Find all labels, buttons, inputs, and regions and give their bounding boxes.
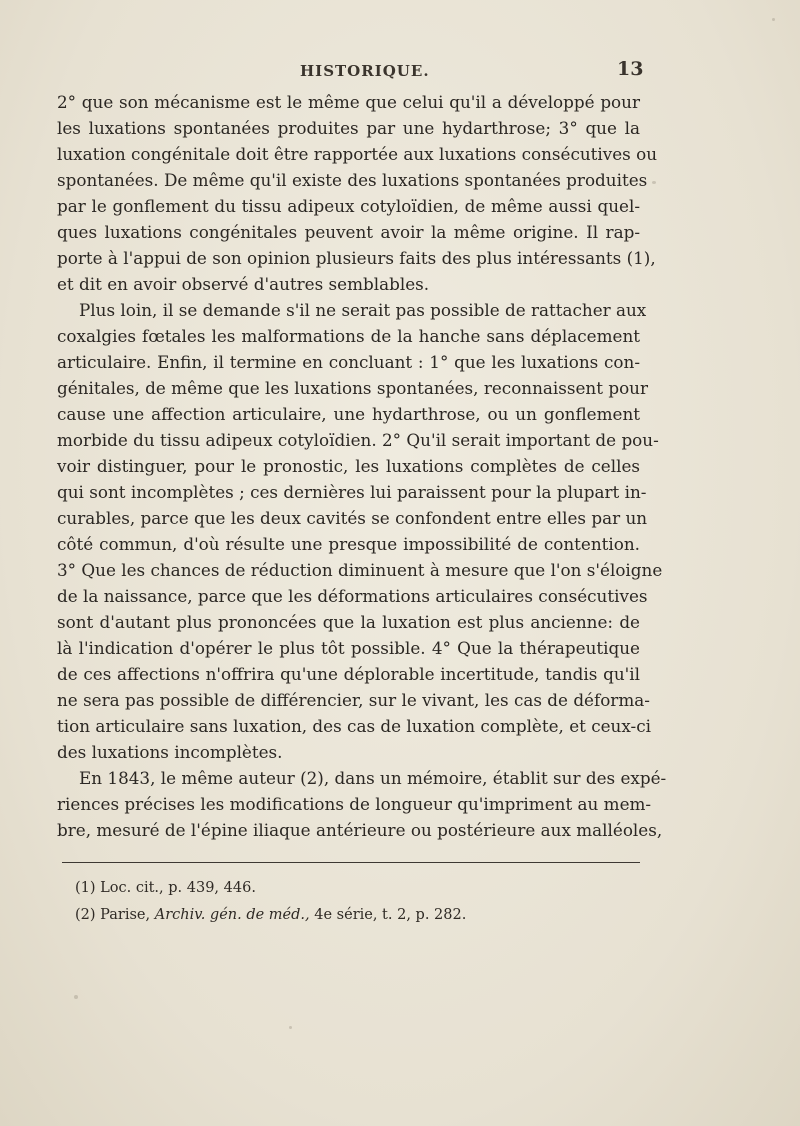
text-line: spontanées. De même qu'il existe des luxations spontanées produites xyxy=(57,170,648,190)
body-text xyxy=(57,89,667,843)
text-line: morbide du tissu adipeux cotyloïdien. 2° Qu'il serait important de pou- xyxy=(57,430,659,450)
text-line: là l'indication d'opérer le plus tôt possible. 4° Que la thérapeutique xyxy=(57,638,640,658)
text-line: des luxations incomplètes. xyxy=(57,742,283,762)
text-line: porte à l'appui de son opinion plusieurs faits des plus intéressants (1), xyxy=(57,248,656,268)
footnote-2-suffix: 4e série, t. 2, p. 282. xyxy=(309,907,467,923)
text-line: ne sera pas possible de différencier, sur le vivant, les cas de déforma- xyxy=(57,690,650,710)
text-line: riences précises les modifications de longueur qu'impriment au mem- xyxy=(57,794,652,814)
text-line: côté commun, d'où résulte une presque impossibilité de contention. xyxy=(57,534,640,554)
text-line: de ces affections n'offrira qu'une déplorable incertitude, tandis qu'il xyxy=(57,664,640,684)
paper-speck xyxy=(772,18,775,21)
text-line: 3° Que les chances de réduction diminuent à mesure que l'on s'éloigne xyxy=(57,560,663,580)
text-line: de la naissance, parce que les déformations articulaires consécutives xyxy=(57,586,648,606)
text-line: coxalgies fœtales les malformations de la hanche sans déplacement xyxy=(57,326,640,346)
footnote-2 xyxy=(75,902,635,929)
paper-speck xyxy=(289,1026,292,1029)
text-line: articulaire. Enfin, il termine en concluant : 1° que les luxations con- xyxy=(57,352,640,372)
text-line: sont d'autant plus prononcées que la luxation est plus ancienne: de xyxy=(57,612,640,632)
running-title: HISTORIQUE. xyxy=(300,62,430,80)
footnotes xyxy=(75,875,635,929)
text-line: voir distinguer, pour le pronostic, les luxations complètes de celles xyxy=(57,456,640,476)
paper-speck xyxy=(652,181,656,184)
text-line: tion articulaire sans luxation, des cas de luxation complète, et ceux-ci xyxy=(57,716,651,736)
text-line: génitales, de même que les luxations spontanées, reconnaissent pour xyxy=(57,378,648,398)
footnote-2-prefix: (2) Parise, xyxy=(75,907,155,923)
footnote-2-journal: Archiv. gén. de méd., xyxy=(154,907,310,923)
text-line: curables, parce que les deux cavités se confondent entre elles par un xyxy=(57,508,648,528)
footnote-divider xyxy=(62,862,640,863)
text-line: par le gonflement du tissu adipeux cotyloïdien, de même aussi quel- xyxy=(57,196,640,216)
text-line: luxation congénitale doit être rapportée aux luxations consécutives ou xyxy=(57,144,658,164)
footnote-1: (1) Loc. cit., p. 439, 446. xyxy=(75,880,256,896)
text-line: qui sont incomplètes ; ces dernières lui paraissent pour la plupart in- xyxy=(57,482,647,502)
text-line: bre, mesuré de l'épine iliaque antérieure ou postérieure aux malléoles, xyxy=(57,820,663,840)
text-line: Plus loin, il se demande s'il ne serait pas possible de rattacher aux xyxy=(79,300,647,320)
text-line: En 1843, le même auteur (2), dans un mémoire, établit sur des expé- xyxy=(79,768,667,788)
text-line: 2° que son mécanisme est le même que celui qu'il a développé pour xyxy=(57,92,640,112)
text-line: ques luxations congénitales peuvent avoir la même origine. Il rap- xyxy=(57,222,640,242)
page-number: 13 xyxy=(617,58,644,80)
text-line: et dit en avoir observé d'autres semblables. xyxy=(57,274,430,294)
paper-speck xyxy=(74,995,78,999)
text-line: cause une affection articulaire, une hydarthrose, ou un gonflement xyxy=(57,404,640,424)
text-line: les luxations spontanées produites par une hydarthrose; 3° que la xyxy=(57,118,640,138)
